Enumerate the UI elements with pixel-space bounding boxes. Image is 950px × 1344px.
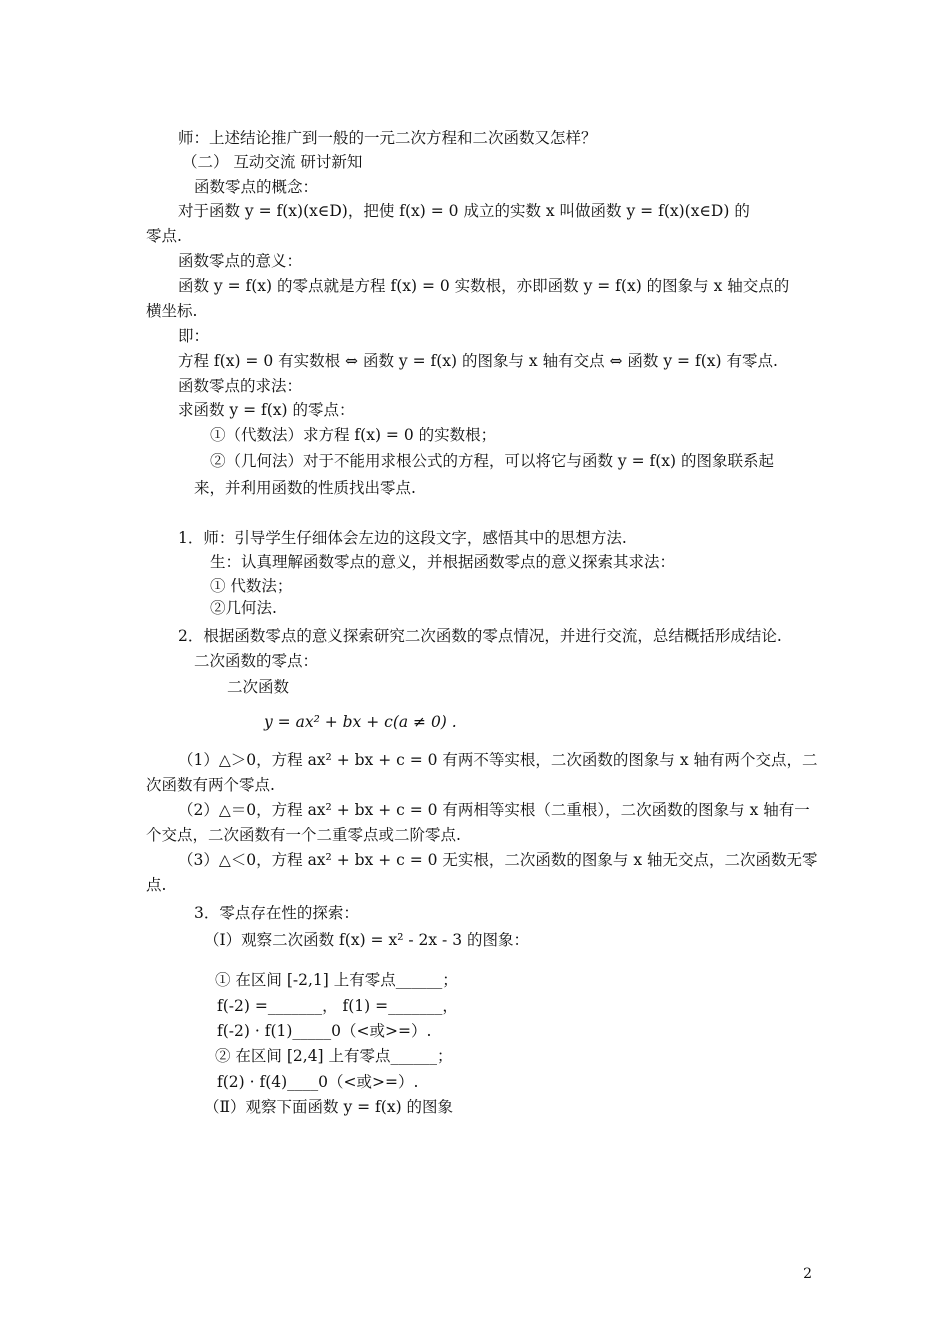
text-line: 师：上述结论推广到一般的一元二次方程和二次函数又怎样？	[178, 129, 597, 147]
text-line: f(2) · f(4)____0（<或>=）.	[217, 1073, 419, 1091]
list-item: ②几何法.	[210, 599, 277, 617]
text-line: 函数 y = f(x) 的零点就是方程 f(x) = 0 实数根，亦即函数 y = f(x) 的图象与 x 轴交点的	[178, 277, 790, 295]
text-line: 横坐标.	[146, 302, 198, 320]
subheading: 函数零点的概念：	[194, 178, 319, 196]
text-line: （Ⅱ）观察下面函数 y = f(x) 的图象	[204, 1098, 454, 1116]
text-line: （3）△＜0，方程 ax² + bx + c = 0 无实根，二次函数的图象与 x 轴无交点，二次函数无零	[178, 851, 818, 869]
formula: y = ax² + bx + c(a ≠ 0) .	[264, 713, 457, 731]
text-line: 二次函数	[227, 678, 290, 696]
text-line: 生：认真理解函数零点的意义，并根据函数零点的意义探索其求法：	[210, 553, 676, 571]
subheading: 函数零点的意义：	[178, 252, 303, 270]
text-line: f(-2) =_______， f(1) =_______，	[217, 997, 458, 1015]
text-line: 零点.	[146, 227, 182, 245]
list-item: ①（代数法）求方程 f(x) = 0 的实数根；	[210, 426, 497, 444]
text-line: 来，并利用函数的性质找出零点.	[194, 479, 416, 497]
text-line: （Ⅰ）观察二次函数 f(x) = x² - 2x - 3 的图象：	[204, 931, 529, 949]
text-line: 2．根据函数零点的意义探索研究二次函数的零点情况，并进行交流，总结概括形成结论.	[178, 627, 782, 645]
text-line: 即：	[178, 327, 210, 345]
page-number: 2	[803, 1266, 812, 1282]
text-line: 次函数有两个零点.	[146, 776, 275, 794]
text-line: 对于函数 y = f(x)(x∈D)，把使 f(x) = 0 成立的实数 x 叫做函数 y = f(x)(x∈D) 的	[178, 202, 750, 220]
list-item: ① 代数法；	[210, 577, 293, 595]
text-line: 1．师：引导学生仔细体会左边的这段文字，感悟其中的思想方法.	[178, 529, 627, 547]
list-item: ②（几何法）对于不能用求根公式的方程，可以将它与函数 y = f(x) 的图象联系起	[210, 452, 775, 470]
text-line: f(-2) · f(1)_____0（<或>=）.	[217, 1022, 432, 1040]
subheading: 3．零点存在性的探索：	[194, 904, 359, 922]
text-line: （1）△＞0，方程 ax² + bx + c = 0 有两不等实根，二次函数的图象与 x 轴有两个交点，二	[178, 751, 818, 769]
section-heading: （二） 互动交流 研讨新知	[182, 153, 363, 171]
subheading: 函数零点的求法：	[178, 377, 303, 395]
list-item: ① 在区间 [-2,1] 上有零点______；	[215, 971, 458, 989]
text-line: 求函数 y = f(x) 的零点：	[178, 401, 355, 419]
text-line: 方程 f(x) = 0 有实数根 ⇔ 函数 y = f(x) 的图象与 x 轴有交点 ⇔ 函数 y = f(x) 有零点.	[178, 352, 778, 370]
text-line: 个交点，二次函数有一个二重零点或二阶零点.	[146, 826, 461, 844]
text-line: 点.	[146, 876, 167, 894]
subheading: 二次函数的零点：	[194, 652, 319, 670]
text-line: （2）△＝0，方程 ax² + bx + c = 0 有两相等实根（二重根），二次函数的图象与 x 轴有一	[178, 801, 810, 819]
list-item: ② 在区间 [2,4] 上有零点______；	[215, 1047, 453, 1065]
